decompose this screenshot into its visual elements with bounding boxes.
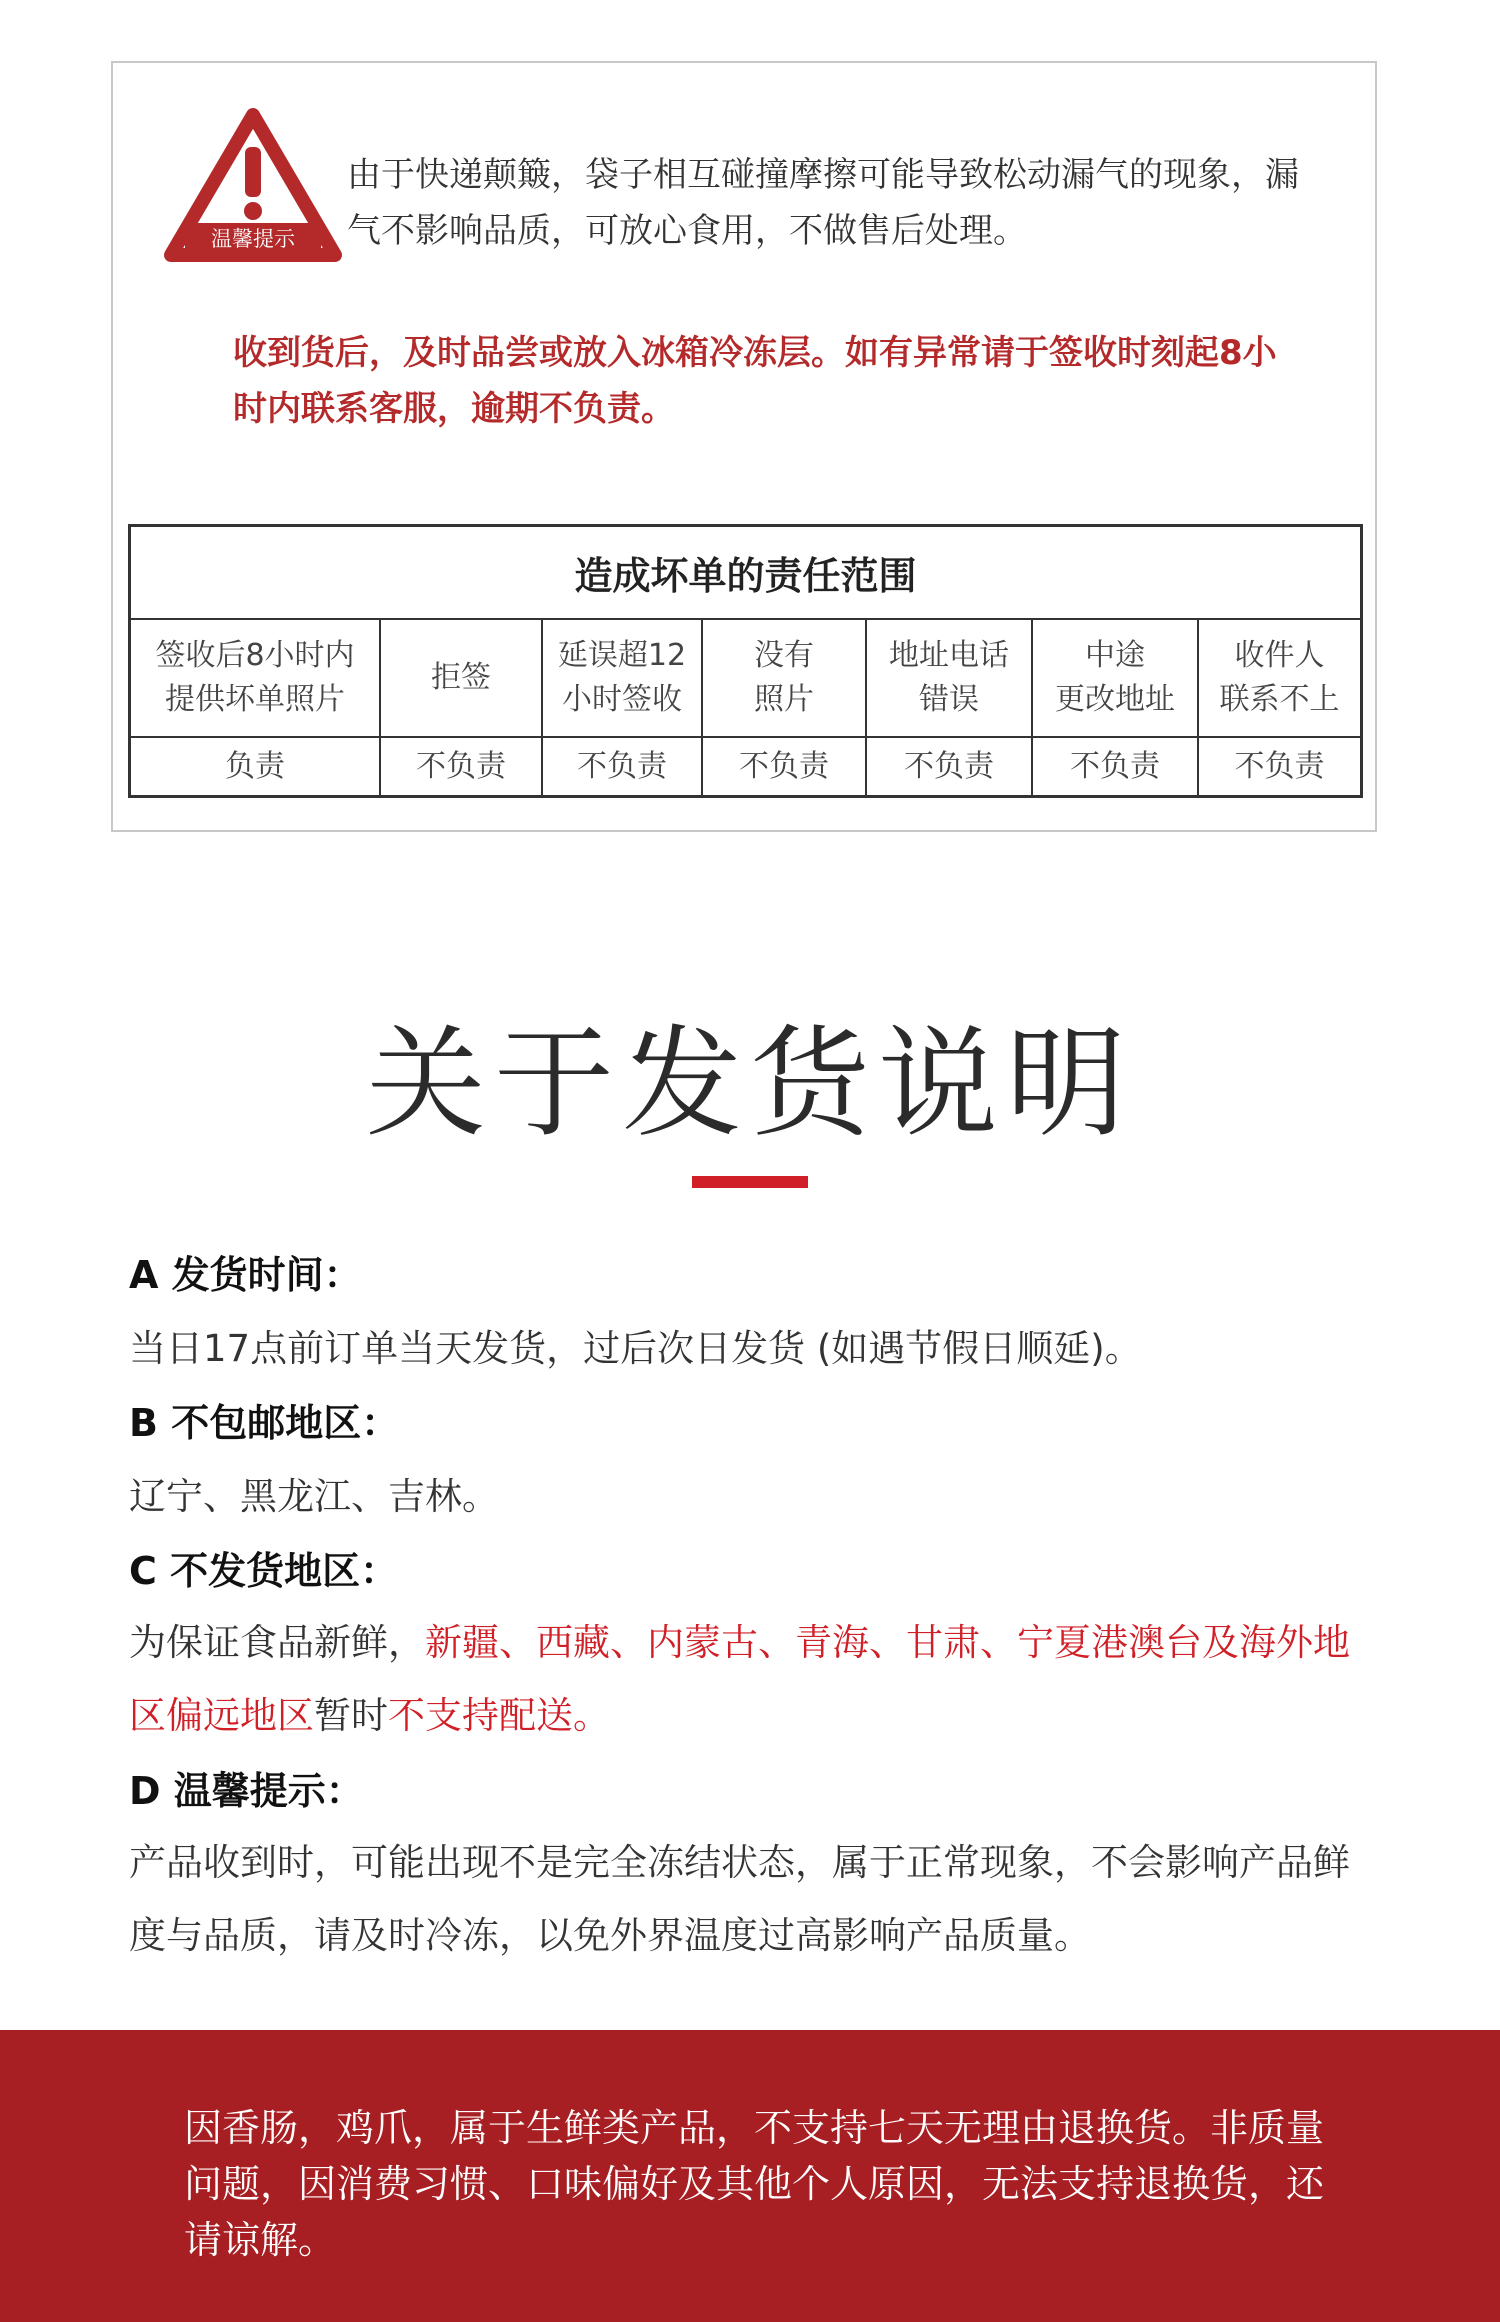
value-cell: 不负责 — [867, 738, 1033, 795]
header-cell: 中途 更改地址 — [1033, 620, 1199, 736]
section-a-heading: A 发货时间： — [129, 1253, 362, 1297]
section-d-body: 产品收到时，可能出现不是完全冻结状态，属于正常现象，不会影响产品鲜度与品质，请及时冷冻，以免外界温度过高影响产品质量。 — [129, 1841, 1350, 1957]
responsibility-header-row — [131, 620, 1360, 738]
section-c-body — [129, 1606, 1379, 1752]
header-cell: 没有 照片 — [703, 620, 867, 736]
shipping-title: 关于发货说明 — [366, 1015, 1134, 1154]
warning-icon — [163, 105, 343, 265]
c-body-regions: 新疆、西藏、内蒙古、青海、甘肃、宁夏港澳台及海外地区偏远地区 — [129, 1621, 1350, 1737]
responsibility-table — [128, 524, 1363, 798]
value-cell: 不负责 — [1234, 748, 1325, 784]
responsibility-value-row — [131, 738, 1360, 795]
section-d-heading: D 温馨提示： — [129, 1769, 364, 1813]
title-underline — [692, 1176, 808, 1188]
header-cell: 收件人 联系不上 — [1219, 638, 1340, 717]
section-b-heading: B 不包邮地区： — [129, 1401, 400, 1445]
c-body-intro: 为保证食品新鲜， — [129, 1621, 425, 1664]
responsibility-table-title: 造成坏单的责任范围 — [131, 527, 1360, 620]
header-cell: 地址电话 错误 — [867, 620, 1033, 736]
receipt-notice: 收到货后，及时品尝或放入冰箱冷冻层。如有异常请于签收时刻起8小时内联系客服，逾期不负责。 — [233, 333, 1277, 429]
c-body-temporary: 暂时 — [314, 1694, 388, 1737]
notice-box — [111, 61, 1377, 832]
section-a-body: 当日17点前订单当天发货，过后次日发货 (如遇节假日顺延)。 — [129, 1327, 1142, 1370]
c-body-no-delivery: 不支持配送。 — [388, 1694, 610, 1737]
warning-text: 由于快递颠簸，袋子相互碰撞摩擦可能导致松动漏气的现象，漏气不影响品质，可放心食用，不做售后处理。 — [347, 155, 1299, 251]
return-policy-text: 因香肠，鸡爪，属于生鲜类产品，不支持七天无理由退换货。非质量问题，因消费习惯、口味偏好及其他个人原因，无法支持退换货，还请谅解。 — [184, 2106, 1325, 2262]
bottom-banner — [0, 2030, 1500, 2322]
value-cell: 负责 — [131, 738, 381, 795]
value-cell: 不负责 — [543, 738, 703, 795]
header-cell: 拒签 — [381, 620, 543, 736]
warning-badge-text: 温馨提示 — [211, 227, 295, 251]
value-cell: 不负责 — [1033, 738, 1199, 795]
header-cell: 延误超12 小时签收 — [543, 620, 703, 736]
value-cell: 不负责 — [381, 738, 543, 795]
section-b-body: 辽宁、黑龙江、吉林。 — [129, 1475, 499, 1518]
header-cell: 签收后8小时内 提供坏单照片 — [131, 620, 381, 736]
section-c-heading: C 不发货地区： — [129, 1549, 399, 1593]
value-cell: 不负责 — [703, 738, 867, 795]
